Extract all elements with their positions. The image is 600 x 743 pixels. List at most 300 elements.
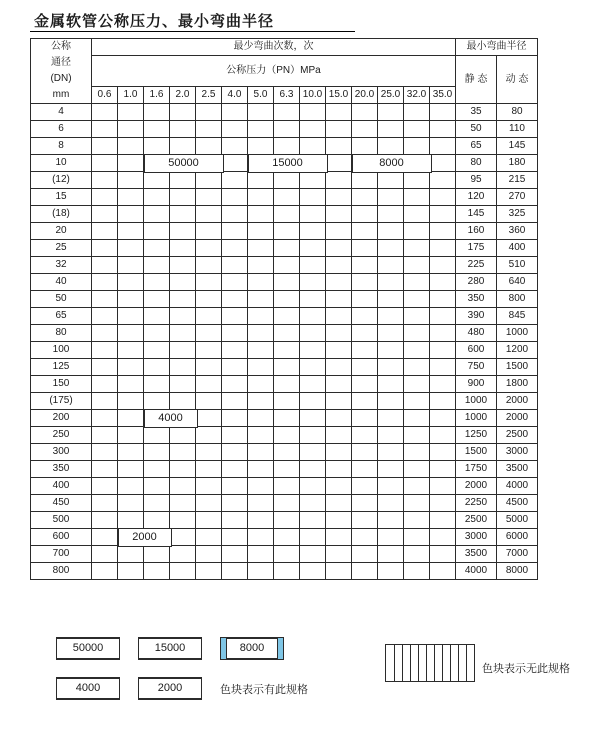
spec-cell [170, 172, 196, 189]
spec-cell [378, 274, 404, 291]
table-row [31, 410, 538, 427]
spec-cell [248, 359, 274, 376]
spec-cell [378, 444, 404, 461]
spec-cell [326, 240, 352, 257]
overlay-chip-15000: 15000 [248, 154, 328, 173]
spec-cell [326, 138, 352, 155]
spec-cell [196, 223, 222, 240]
radius-dynamic-value: 2500 [497, 427, 538, 444]
radius-static-value: 4000 [456, 563, 497, 580]
spec-cell [170, 121, 196, 138]
spec-cell [274, 427, 300, 444]
spec-cell [196, 512, 222, 529]
dn-value: 65 [31, 308, 92, 325]
radius-static-value: 1250 [456, 427, 497, 444]
spec-cell [118, 206, 144, 223]
radius-dynamic-value: 325 [497, 206, 538, 223]
spec-cell [430, 376, 456, 393]
spec-cell [352, 257, 378, 274]
pn-header-2: 1.6 [144, 87, 170, 104]
spec-cell [300, 206, 326, 223]
spec-cell [92, 325, 118, 342]
spec-cell [118, 121, 144, 138]
spec-cell [118, 359, 144, 376]
spec-cell [352, 495, 378, 512]
overlay-chip-2000: 2000 [118, 528, 172, 547]
spec-cell [170, 206, 196, 223]
table-row [31, 376, 538, 393]
spec-cell [430, 393, 456, 410]
spec-cell [300, 121, 326, 138]
spec-cell [430, 512, 456, 529]
radius-static-value: 225 [456, 257, 497, 274]
table-row [31, 461, 538, 478]
radius-static-value: 2500 [456, 512, 497, 529]
pn-header-8: 10.0 [300, 87, 326, 104]
spec-cell [170, 461, 196, 478]
spec-cell [196, 291, 222, 308]
page-title: 金属软管公称压力、最小弯曲半径 [34, 12, 275, 30]
spec-cell [92, 546, 118, 563]
dn-value: 15 [31, 189, 92, 206]
spec-cell [430, 427, 456, 444]
dn-value: 150 [31, 376, 92, 393]
spec-cell [378, 291, 404, 308]
spec-cell [404, 274, 430, 291]
spec-cell [248, 189, 274, 206]
spec-cell [170, 342, 196, 359]
dn-value: 125 [31, 359, 92, 376]
spec-cell [378, 104, 404, 121]
spec-cell [404, 546, 430, 563]
spec-cell [300, 376, 326, 393]
dn-header-l4: mm [52, 89, 70, 100]
dn-value: 450 [31, 495, 92, 512]
spec-cell [326, 359, 352, 376]
spec-cell [144, 325, 170, 342]
radius-dynamic-value: 3000 [497, 444, 538, 461]
spec-cell [430, 138, 456, 155]
spec-cell [430, 257, 456, 274]
overlay-chip-4000: 4000 [144, 409, 198, 428]
spec-cell [118, 546, 144, 563]
spec-cell [274, 359, 300, 376]
bend-count-header: 最少弯曲次数，次 [92, 39, 456, 56]
spec-cell [196, 206, 222, 223]
spec-cell [144, 138, 170, 155]
spec-cell [248, 138, 274, 155]
spec-cell [430, 325, 456, 342]
spec-cell [326, 308, 352, 325]
dn-value: 50 [31, 291, 92, 308]
spec-cell [118, 138, 144, 155]
spec-cell [144, 376, 170, 393]
dn-value: 4 [31, 104, 92, 121]
spec-cell [404, 257, 430, 274]
radius-dynamic-value: 2000 [497, 410, 538, 427]
table-row [31, 240, 538, 257]
spec-cell [300, 138, 326, 155]
pressure-header: 公称压力（PN）MPa [92, 56, 456, 87]
radius-static-value: 3500 [456, 546, 497, 563]
dn-value: 100 [31, 342, 92, 359]
spec-cell [274, 512, 300, 529]
spec-cell [404, 172, 430, 189]
spec-cell [274, 461, 300, 478]
spec-cell [430, 444, 456, 461]
spec-cell [326, 529, 352, 546]
spec-cell [352, 376, 378, 393]
radius-dynamic-value: 1200 [497, 342, 538, 359]
spec-cell [118, 257, 144, 274]
spec-cell [222, 410, 248, 427]
spec-cell [430, 410, 456, 427]
spec-cell [222, 308, 248, 325]
spec-cell [144, 495, 170, 512]
spec-cell [430, 189, 456, 206]
spec-cell [170, 444, 196, 461]
spec-cell [144, 478, 170, 495]
spec-cell [352, 206, 378, 223]
dn-value: 20 [31, 223, 92, 240]
spec-cell [92, 155, 118, 172]
spec-cell [300, 342, 326, 359]
spec-cell [378, 308, 404, 325]
radius-static-value: 1750 [456, 461, 497, 478]
spec-cell [404, 121, 430, 138]
spec-cell [300, 393, 326, 410]
spec-cell [170, 274, 196, 291]
spec-cell [248, 376, 274, 393]
spec-cell [92, 189, 118, 206]
table-row [31, 563, 538, 580]
radius-static-value: 390 [456, 308, 497, 325]
spec-cell [352, 223, 378, 240]
spec-cell [352, 308, 378, 325]
radius-static-value: 65 [456, 138, 497, 155]
dn-header-l1: 公称 [51, 41, 71, 52]
spec-cell [92, 563, 118, 580]
spec-cell [352, 529, 378, 546]
radius-static-value: 35 [456, 104, 497, 121]
radius-static-value: 80 [456, 155, 497, 172]
spec-cell [378, 546, 404, 563]
pn-header-12: 32.0 [404, 87, 430, 104]
dn-value: 40 [31, 274, 92, 291]
pn-header-5: 4.0 [222, 87, 248, 104]
radius-dynamic-value: 8000 [497, 563, 538, 580]
spec-cell [378, 359, 404, 376]
dn-value: (12) [31, 172, 92, 189]
spec-cell [222, 240, 248, 257]
spec-cell [118, 240, 144, 257]
dn-value: 400 [31, 478, 92, 495]
table-row [31, 189, 538, 206]
spec-cell [430, 155, 456, 172]
dn-value: 300 [31, 444, 92, 461]
spec-cell [378, 189, 404, 206]
spec-cell [274, 342, 300, 359]
spec-cell [352, 172, 378, 189]
spec-cell [92, 478, 118, 495]
table-row [31, 104, 538, 121]
dn-value: 10 [31, 155, 92, 172]
spec-cell [352, 342, 378, 359]
spec-cell [378, 563, 404, 580]
spec-cell [274, 138, 300, 155]
spec-cell [378, 529, 404, 546]
table-row [31, 546, 538, 563]
spec-cell [404, 240, 430, 257]
spec-cell [92, 427, 118, 444]
radius-dynamic-value: 110 [497, 121, 538, 138]
spec-cell [300, 240, 326, 257]
spec-cell [144, 121, 170, 138]
spec-cell [196, 563, 222, 580]
spec-cell [92, 291, 118, 308]
spec-cell [92, 376, 118, 393]
spec-cell [300, 546, 326, 563]
spec-cell [274, 274, 300, 291]
dn-header [31, 39, 92, 104]
dn-header-l3: (DN) [50, 73, 72, 84]
spec-cell [118, 189, 144, 206]
dn-value: (18) [31, 206, 92, 223]
spec-cell [196, 427, 222, 444]
spec-cell [222, 461, 248, 478]
spec-cell [196, 104, 222, 121]
spec-cell [248, 121, 274, 138]
radius-static-value: 2000 [456, 478, 497, 495]
spec-cell [378, 512, 404, 529]
spec-cell [170, 546, 196, 563]
pn-header-1: 1.0 [118, 87, 144, 104]
spec-cell [248, 172, 274, 189]
spec-cell [378, 376, 404, 393]
spec-cell [378, 393, 404, 410]
spec-cell [404, 444, 430, 461]
pn-header-7: 6.3 [274, 87, 300, 104]
spec-cell [144, 104, 170, 121]
radius-static-value: 1000 [456, 393, 497, 410]
table-row [31, 325, 538, 342]
spec-cell [248, 291, 274, 308]
table-head [31, 39, 538, 104]
radius-static-value: 1500 [456, 444, 497, 461]
dn-value: 500 [31, 512, 92, 529]
spec-cell [430, 291, 456, 308]
spec-cell [196, 257, 222, 274]
spec-cell [118, 444, 144, 461]
spec-cell [170, 478, 196, 495]
spec-cell [92, 495, 118, 512]
spec-cell [144, 342, 170, 359]
radius-dynamic-value: 4000 [497, 478, 538, 495]
radius-dynamic-value: 400 [497, 240, 538, 257]
radius-dynamic-value: 800 [497, 291, 538, 308]
spec-cell [404, 189, 430, 206]
table-row [31, 393, 538, 410]
table-row [31, 291, 538, 308]
spec-cell [92, 206, 118, 223]
spec-cell [170, 563, 196, 580]
spec-cell [118, 308, 144, 325]
dn-value: 8 [31, 138, 92, 155]
table-row [31, 257, 538, 274]
spec-cell [196, 410, 222, 427]
table-row [31, 223, 538, 240]
spec-cell [144, 291, 170, 308]
spec-cell [404, 529, 430, 546]
spec-cell [352, 444, 378, 461]
spec-cell [118, 274, 144, 291]
table-row [31, 308, 538, 325]
spec-cell [248, 223, 274, 240]
spec-cell [404, 359, 430, 376]
pn-header-0: 0.6 [92, 87, 118, 104]
radius-static-header: 静 态 [456, 56, 497, 104]
radius-static-value: 600 [456, 342, 497, 359]
spec-cell [378, 172, 404, 189]
dn-value: 6 [31, 121, 92, 138]
radius-dynamic-value: 80 [497, 104, 538, 121]
pn-header-10: 20.0 [352, 87, 378, 104]
radius-dynamic-value: 1800 [497, 376, 538, 393]
radius-dynamic-value: 1000 [497, 325, 538, 342]
table-row [31, 274, 538, 291]
radius-static-value: 350 [456, 291, 497, 308]
spec-cell [196, 546, 222, 563]
spec-cell [92, 393, 118, 410]
radius-static-value: 900 [456, 376, 497, 393]
spec-cell [430, 563, 456, 580]
spec-cell [144, 512, 170, 529]
spec-cell [118, 478, 144, 495]
pn-header-11: 25.0 [378, 87, 404, 104]
spec-cell [326, 461, 352, 478]
dn-header-l2: 通径 [51, 57, 71, 68]
spec-cell [144, 444, 170, 461]
spec-cell [352, 461, 378, 478]
spec-cell [404, 206, 430, 223]
spec-cell [300, 495, 326, 512]
spec-cell [404, 512, 430, 529]
spec-cell [144, 206, 170, 223]
table-row [31, 138, 538, 155]
spec-cell [222, 342, 248, 359]
spec-cell [170, 359, 196, 376]
spec-cell [248, 410, 274, 427]
spec-cell [326, 189, 352, 206]
spec-cell [222, 444, 248, 461]
spec-cell [118, 155, 144, 172]
spec-cell [248, 104, 274, 121]
legend-label-8000: 8000 [226, 638, 278, 659]
dn-value: 600 [31, 529, 92, 546]
spec-cell [430, 495, 456, 512]
spec-cell [222, 155, 248, 172]
spec-cell [222, 563, 248, 580]
spec-cell [196, 529, 222, 546]
spec-cell [144, 257, 170, 274]
spec-cell [222, 529, 248, 546]
spec-cell [326, 325, 352, 342]
spec-cell [222, 427, 248, 444]
spec-cell [196, 274, 222, 291]
spec-cell [326, 155, 352, 172]
spec-cell [274, 104, 300, 121]
spec-cell [248, 308, 274, 325]
spec-cell [170, 138, 196, 155]
spec-cell [326, 104, 352, 121]
legend [30, 633, 570, 728]
spec-cell [274, 206, 300, 223]
spec-cell [300, 223, 326, 240]
spec-cell [274, 325, 300, 342]
spec-cell [274, 478, 300, 495]
spec-cell [92, 410, 118, 427]
spec-cell [196, 121, 222, 138]
spec-cell [144, 240, 170, 257]
spec-cell [144, 223, 170, 240]
spec-cell [274, 257, 300, 274]
radius-dynamic-value: 5000 [497, 512, 538, 529]
spec-cell [430, 121, 456, 138]
radius-dynamic-value: 845 [497, 308, 538, 325]
spec-cell [430, 546, 456, 563]
spec-cell [248, 274, 274, 291]
spec-cell [118, 563, 144, 580]
spec-cell [92, 529, 118, 546]
radius-dynamic-value: 7000 [497, 546, 538, 563]
spec-cell [248, 546, 274, 563]
spec-cell [274, 223, 300, 240]
radius-dynamic-value: 180 [497, 155, 538, 172]
spec-cell [118, 223, 144, 240]
pn-header-13: 35.0 [430, 87, 456, 104]
spec-cell [92, 240, 118, 257]
spec-cell [196, 189, 222, 206]
spec-cell [170, 189, 196, 206]
radius-dynamic-header: 动 态 [497, 56, 538, 104]
spec-cell [404, 410, 430, 427]
spec-cell [170, 325, 196, 342]
spec-cell [352, 274, 378, 291]
table-row [31, 427, 538, 444]
spec-cell [404, 325, 430, 342]
spec-cell [300, 257, 326, 274]
spec-cell [352, 189, 378, 206]
dn-value: 250 [31, 427, 92, 444]
spec-cell [430, 308, 456, 325]
spec-cell [92, 257, 118, 274]
spec-cell [430, 359, 456, 376]
spec-cell [274, 121, 300, 138]
pn-header-6: 5.0 [248, 87, 274, 104]
spec-cell [326, 172, 352, 189]
spec-cell [248, 342, 274, 359]
spec-cell [92, 138, 118, 155]
pn-header-9: 15.0 [326, 87, 352, 104]
spec-cell [300, 359, 326, 376]
legend-label-2000: 2000 [138, 678, 202, 699]
spec-cell [300, 104, 326, 121]
spec-cell [222, 376, 248, 393]
radius-static-value: 1000 [456, 410, 497, 427]
spec-cell [222, 512, 248, 529]
spec-cell [196, 172, 222, 189]
title-underline [30, 31, 355, 32]
